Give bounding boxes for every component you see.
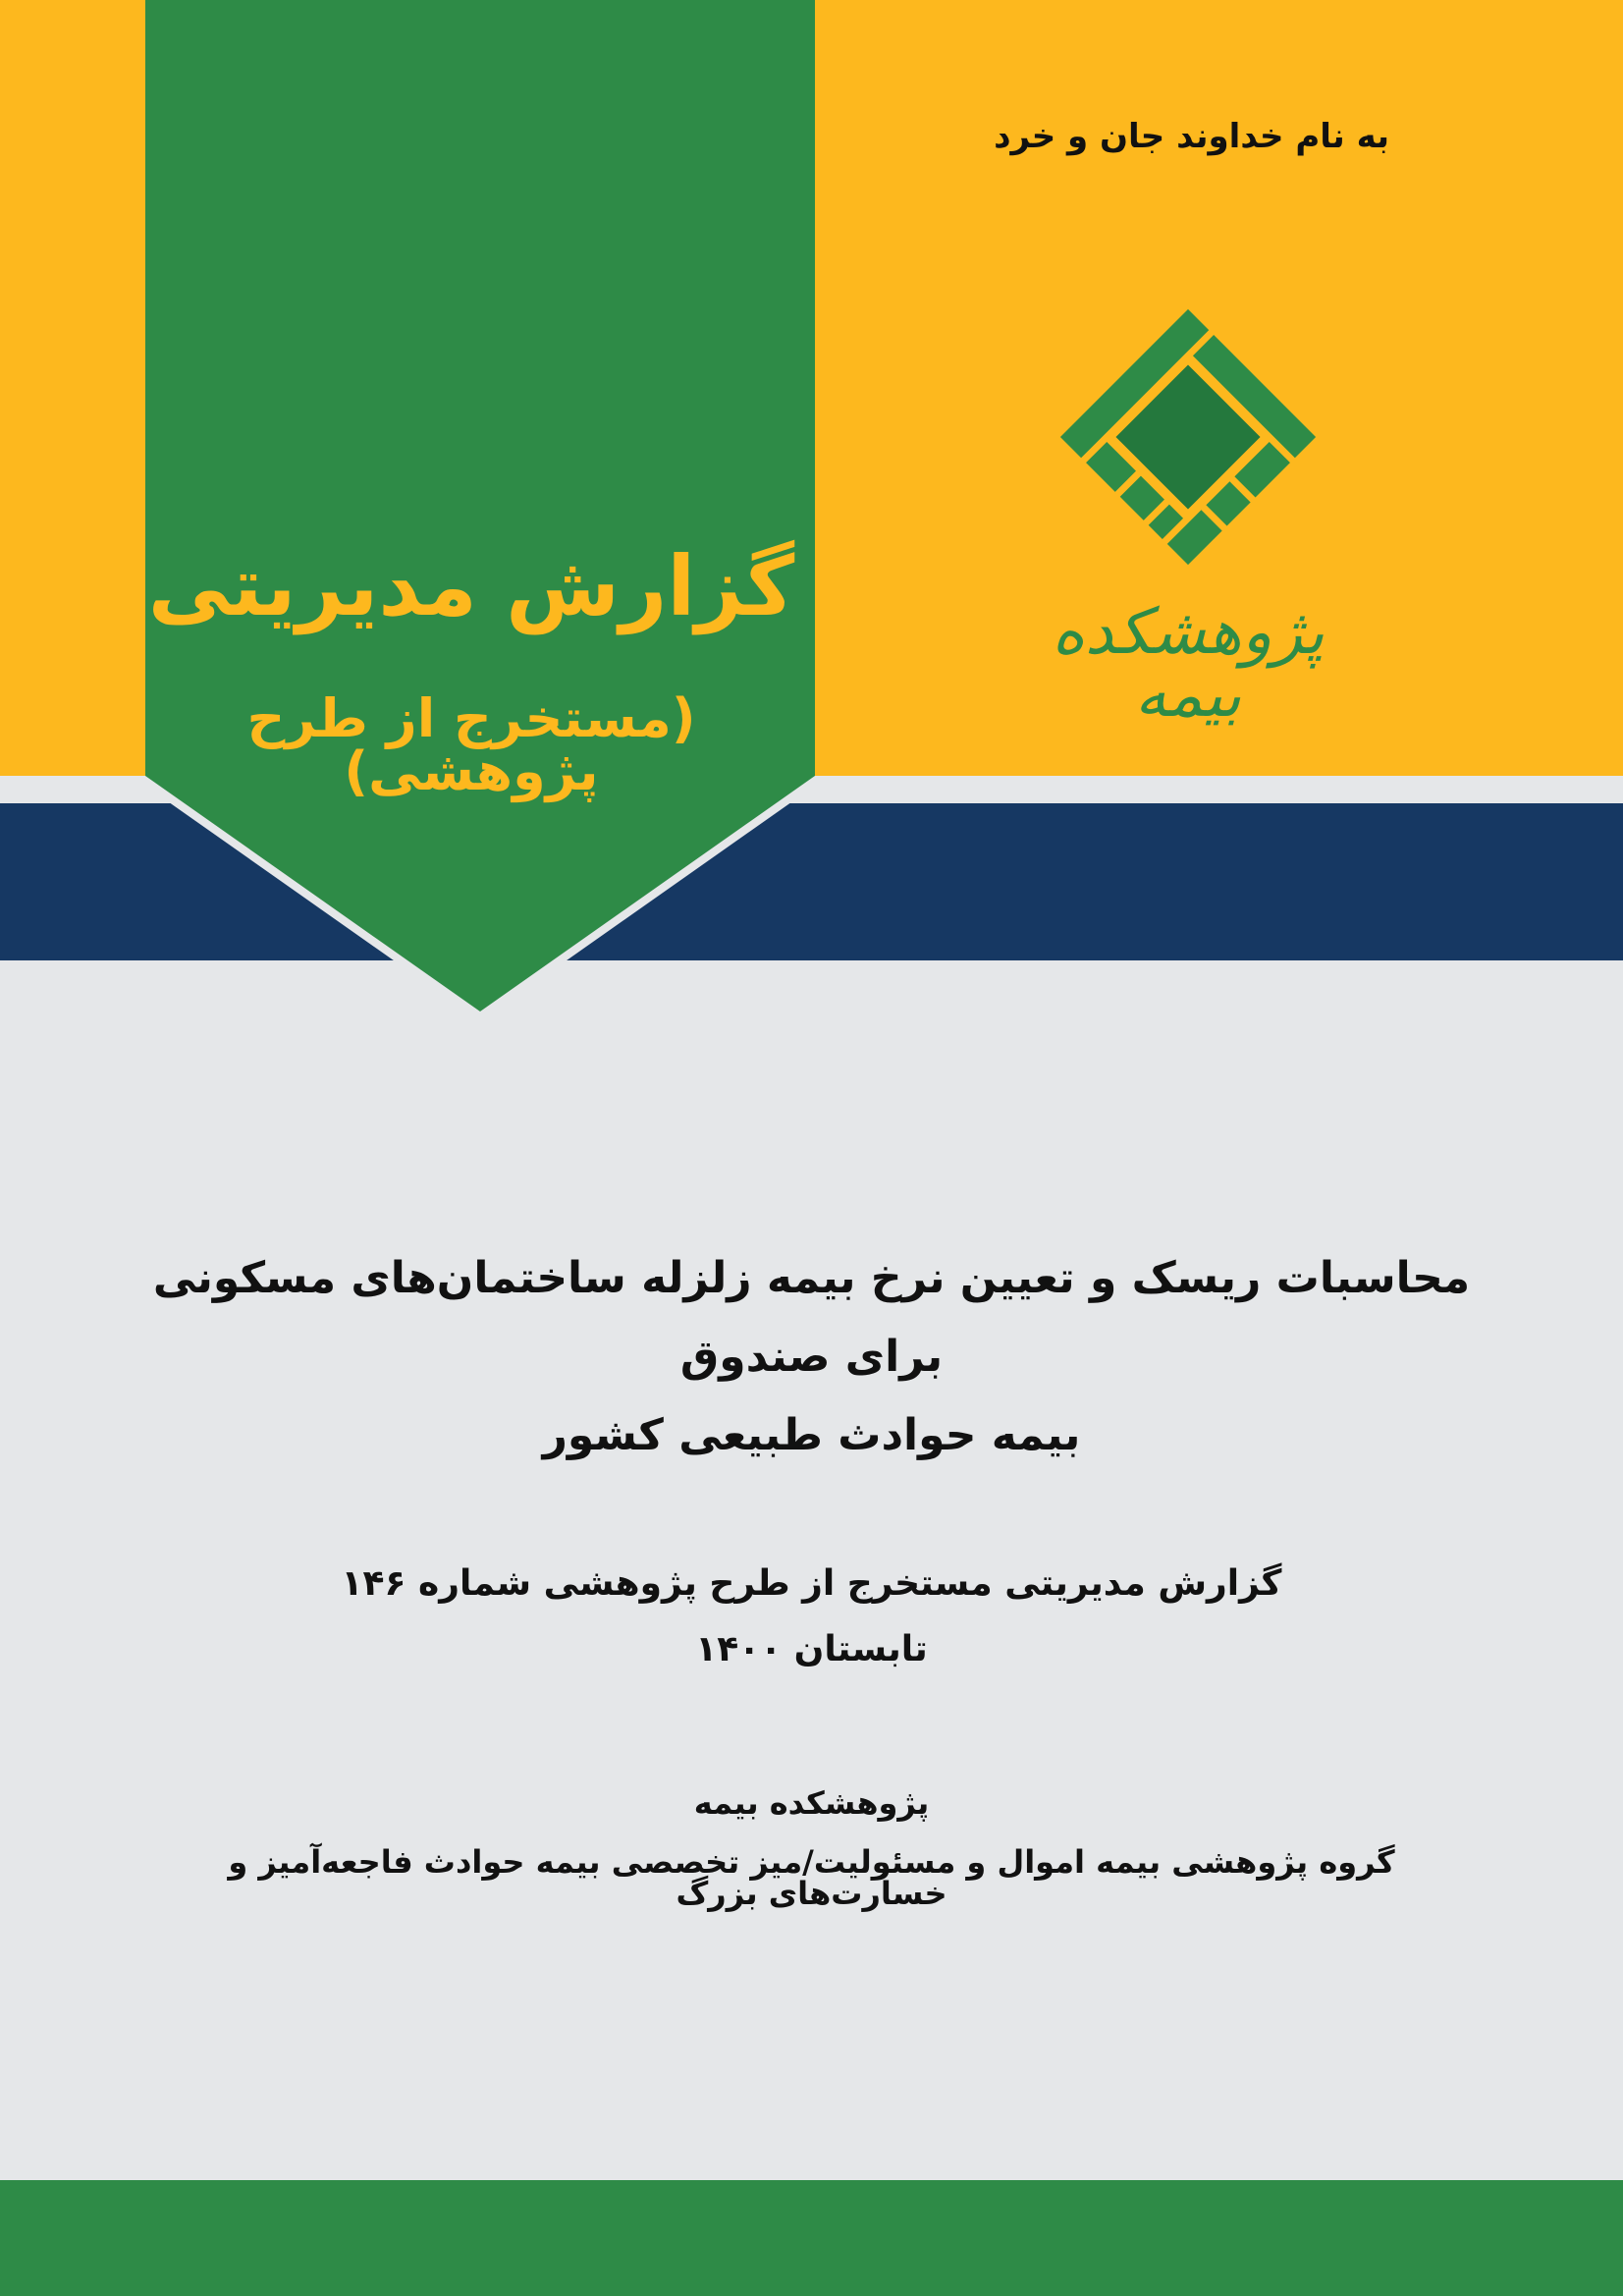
research-group-line: گروه پژوهشی بیمه اموال و مسئولیت/میز تخصصی بیمه حوادث فاجعه‌آمیز و خسارت‌های بزرگ bbox=[228, 1843, 1395, 1912]
diamond-logo-icon bbox=[1041, 295, 1335, 579]
season-line: تابستان ۱۴۰۰ bbox=[695, 1629, 928, 1669]
banner-subtitle: (مستخرج از طرح پژوهشی) bbox=[246, 687, 696, 802]
logo-wordmark: پژوهشکده بیمه bbox=[1052, 596, 1325, 732]
document-title bbox=[147, 1239, 1476, 1475]
banner-title: گزارش مدیریتی bbox=[147, 538, 795, 634]
basmala-text: به نام خداوند جان و خرد bbox=[994, 117, 1389, 156]
right-strip bbox=[815, 776, 1623, 803]
title-line-2: بیمه حوادث طبیعی کشور bbox=[542, 1410, 1081, 1460]
green-banner bbox=[0, 0, 1623, 1041]
left-strip bbox=[0, 776, 145, 803]
organization-line: پژوهشکده بیمه bbox=[693, 1784, 930, 1822]
title-line-1: محاسبات ریسک و تعیین نرخ بیمه زلزله ساختمان‌های مسکونی برای صندوق bbox=[152, 1253, 1471, 1382]
report-number-line: گزارش مدیریتی مستخرج از طرح پژوهشی شماره ۱۴۶ bbox=[341, 1563, 1282, 1604]
bottom-green-band bbox=[0, 2180, 1623, 2296]
banner-shape bbox=[145, 0, 815, 1011]
